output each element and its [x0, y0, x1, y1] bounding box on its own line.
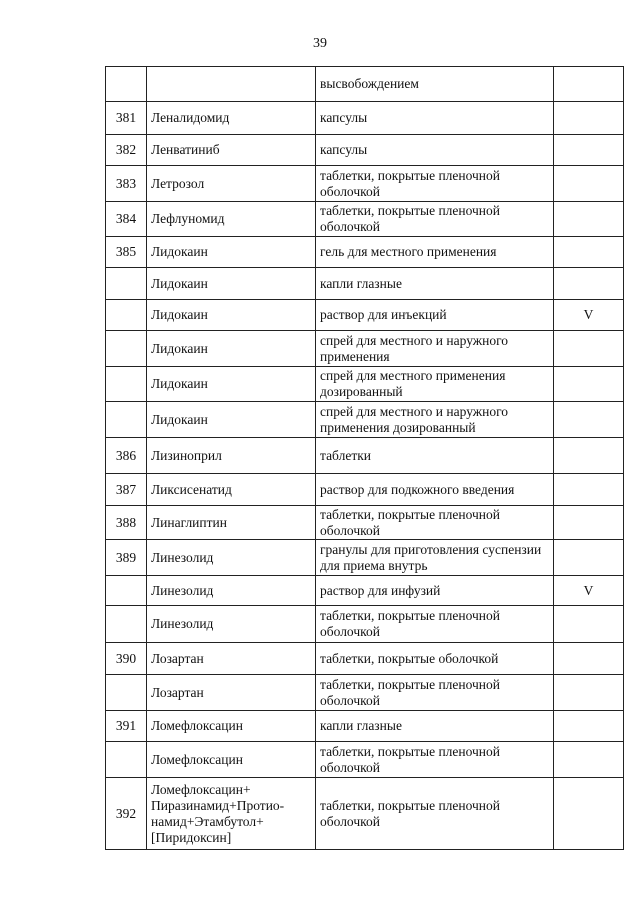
mark-cell — [554, 202, 624, 237]
page-number: 39 — [313, 36, 327, 51]
mark-cell — [554, 67, 624, 102]
mark-cell — [554, 331, 624, 367]
row-number-cell: 385 — [106, 237, 147, 268]
table-row — [106, 742, 624, 778]
drug-name-cell: Лидокаин — [147, 268, 316, 300]
row-number-cell — [106, 675, 147, 711]
dosage-form-cell: раствор для инъекций — [316, 300, 554, 331]
table-row — [106, 166, 624, 202]
table-row — [106, 135, 624, 166]
drug-name-cell: Летрозол — [147, 166, 316, 202]
dosage-form-cell: спрей для местного и наружного применения — [316, 331, 554, 367]
mark-cell — [554, 268, 624, 300]
row-number-cell — [106, 67, 147, 102]
row-number-cell: 381 — [106, 102, 147, 135]
drug-name-cell: Ленватиниб — [147, 135, 316, 166]
table-row — [106, 331, 624, 367]
table-row — [106, 606, 624, 643]
dosage-form-cell: таблетки, покрытые пленочной оболочкой — [316, 778, 554, 850]
dosage-form-cell: капли глазные — [316, 711, 554, 742]
dosage-form-cell: гель для местного применения — [316, 237, 554, 268]
mark-cell — [554, 166, 624, 202]
table-row — [106, 506, 624, 540]
drug-name-cell: Лидокаин — [147, 331, 316, 367]
row-number-cell: 384 — [106, 202, 147, 237]
mark-cell — [554, 367, 624, 402]
mark-cell — [554, 711, 624, 742]
table-row — [106, 402, 624, 438]
table-row — [106, 102, 624, 135]
dosage-form-cell: спрей для местного применения дозированный — [316, 367, 554, 402]
mark-cell — [554, 742, 624, 778]
drug-name-cell — [147, 67, 316, 102]
row-number-cell: 388 — [106, 506, 147, 540]
dosage-form-cell: таблетки, покрытые пленочной оболочкой — [316, 506, 554, 540]
row-number-cell: 391 — [106, 711, 147, 742]
row-number-cell: 392 — [106, 778, 147, 850]
drug-name-cell: Ломефлоксацин — [147, 742, 316, 778]
mark-cell — [554, 778, 624, 850]
table-row — [106, 438, 624, 474]
drug-name-cell: Лидокаин — [147, 402, 316, 438]
table-row — [106, 675, 624, 711]
mark-cell — [554, 135, 624, 166]
dosage-form-cell: таблетки, покрытые пленочной оболочкой — [316, 202, 554, 237]
table-row — [106, 367, 624, 402]
drug-name-cell: Линезолид — [147, 606, 316, 643]
mark-cell: V — [554, 300, 624, 331]
mark-cell — [554, 540, 624, 576]
row-number-cell — [106, 576, 147, 606]
table-row — [106, 67, 624, 102]
table-row — [106, 711, 624, 742]
mark-cell — [554, 102, 624, 135]
row-number-cell — [106, 331, 147, 367]
row-number-cell: 389 — [106, 540, 147, 576]
row-number-cell: 386 — [106, 438, 147, 474]
drug-name-cell: Линезолид — [147, 576, 316, 606]
dosage-form-cell: высвобождением — [316, 67, 554, 102]
row-number-cell — [106, 742, 147, 778]
drug-name-cell: Линаглиптин — [147, 506, 316, 540]
mark-cell: V — [554, 576, 624, 606]
drug-table — [105, 66, 624, 850]
dosage-form-cell: капсулы — [316, 102, 554, 135]
dosage-form-cell: таблетки, покрытые пленочной оболочкой — [316, 166, 554, 202]
drug-table-body — [106, 67, 624, 850]
drug-name-cell: Леналидомид — [147, 102, 316, 135]
table-row — [106, 237, 624, 268]
dosage-form-cell: таблетки, покрытые пленочной оболочкой — [316, 742, 554, 778]
row-number-cell: 382 — [106, 135, 147, 166]
dosage-form-cell: капли глазные — [316, 268, 554, 300]
mark-cell — [554, 606, 624, 643]
row-number-cell — [106, 606, 147, 643]
dosage-form-cell: таблетки — [316, 438, 554, 474]
table-row — [106, 268, 624, 300]
table-row — [106, 540, 624, 576]
drug-name-cell: Линезолид — [147, 540, 316, 576]
dosage-form-cell: раствор для инфузий — [316, 576, 554, 606]
mark-cell — [554, 675, 624, 711]
table-row — [106, 300, 624, 331]
mark-cell — [554, 402, 624, 438]
drug-name-cell: Ликсисенатид — [147, 474, 316, 506]
dosage-form-cell: таблетки, покрытые пленочной оболочкой — [316, 675, 554, 711]
table-row — [106, 643, 624, 675]
drug-name-cell: Лидокаин — [147, 237, 316, 268]
mark-cell — [554, 438, 624, 474]
drug-name-cell: Лозартан — [147, 675, 316, 711]
row-number-cell: 390 — [106, 643, 147, 675]
table-row — [106, 474, 624, 506]
row-number-cell: 387 — [106, 474, 147, 506]
dosage-form-cell: таблетки, покрытые оболочкой — [316, 643, 554, 675]
drug-name-cell: Лидокаин — [147, 300, 316, 331]
drug-name-cell: Ломефлоксацин — [147, 711, 316, 742]
mark-cell — [554, 643, 624, 675]
drug-name-cell: Лизиноприл — [147, 438, 316, 474]
row-number-cell — [106, 268, 147, 300]
table-row — [106, 202, 624, 237]
row-number-cell — [106, 402, 147, 438]
dosage-form-cell: раствор для подкожного введения — [316, 474, 554, 506]
table-row — [106, 576, 624, 606]
drug-name-cell: Лозартан — [147, 643, 316, 675]
table-row — [106, 778, 624, 850]
drug-name-cell: Ломефлоксацин+ Пиразинамид+Протио-намид+Этамбутол+ [Пиридоксин] — [147, 778, 316, 850]
row-number-cell: 383 — [106, 166, 147, 202]
mark-cell — [554, 474, 624, 506]
row-number-cell — [106, 367, 147, 402]
dosage-form-cell: спрей для местного и наружного применения дозированный — [316, 402, 554, 438]
mark-cell — [554, 237, 624, 268]
drug-name-cell: Лидокаин — [147, 367, 316, 402]
drug-name-cell: Лефлуномид — [147, 202, 316, 237]
mark-cell — [554, 506, 624, 540]
dosage-form-cell: капсулы — [316, 135, 554, 166]
row-number-cell — [106, 300, 147, 331]
dosage-form-cell: гранулы для приготовления суспензии для приема внутрь — [316, 540, 554, 576]
dosage-form-cell: таблетки, покрытые пленочной оболочкой — [316, 606, 554, 643]
